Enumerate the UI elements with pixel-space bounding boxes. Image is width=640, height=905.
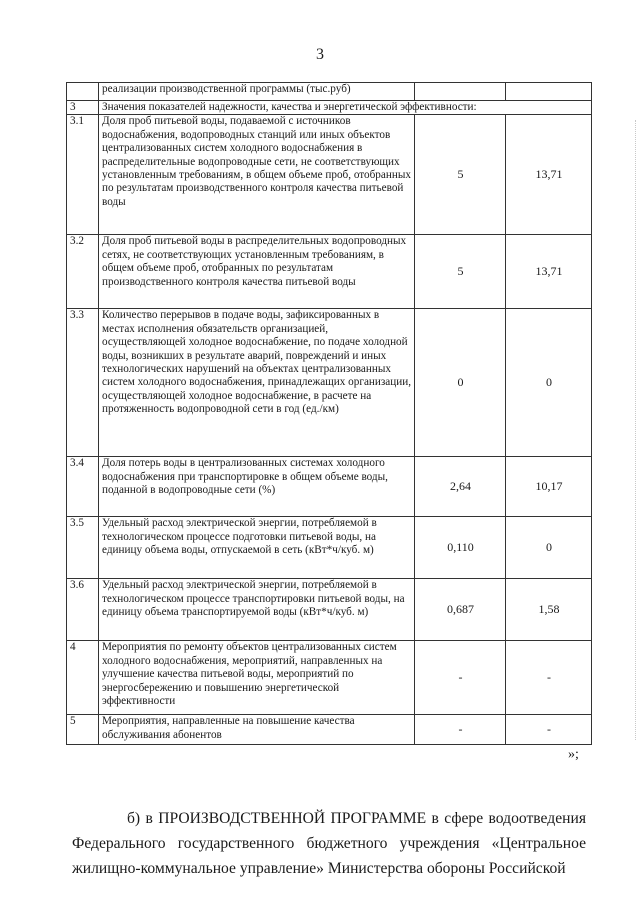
table-row: [67, 715, 592, 745]
indicator-value-2: 0: [506, 309, 592, 457]
indicator-value-2: 1,58: [506, 579, 592, 641]
row-number: 3.2: [67, 235, 99, 309]
table-row: [67, 235, 592, 309]
indicator-value-1: [415, 83, 506, 101]
indicator-value-2: [506, 83, 592, 101]
indicator-value-1: 5: [415, 235, 506, 309]
indicator-value-2: 10,17: [506, 457, 592, 517]
indicator-value-1: 0: [415, 309, 506, 457]
page-number: 3: [316, 46, 324, 63]
indicator-value-2: 0: [506, 517, 592, 579]
indicator-value-1: 0,687: [415, 579, 506, 641]
row-number: 3.5: [67, 517, 99, 579]
row-number: 3.6: [67, 579, 99, 641]
indicator-name: Мероприятия по ремонту объектов централизованных систем холодного водоснабжения, мероприятий, направленных на улучшение качества питьевой воды, мероприятий по энергосбережению и повышению энергетической эффективности: [99, 641, 415, 715]
indicator-name: Удельный расход электрической энергии, потребляемой в технологическом процессе транспортировки питьевой воды, на единицу объема транспортируемой воды (кВт*ч/куб. м): [99, 579, 415, 641]
row-number: [67, 83, 99, 101]
indicator-value-2: 13,71: [506, 235, 592, 309]
row-number: 4: [67, 641, 99, 715]
indicator-name: Мероприятия, направленные на повышение качества обслуживания абонентов: [99, 715, 415, 745]
row-number: 3.4: [67, 457, 99, 517]
section-title: Значения показателей надежности, качества и энергетической эффективности:: [99, 101, 592, 115]
indicator-name: Доля потерь воды в централизованных системах холодного водоснабжения при транспортировке в общем объеме воды, поданной в водопроводные сети (%): [99, 457, 415, 517]
table-row: [67, 579, 592, 641]
indicator-value-1: 0,110: [415, 517, 506, 579]
indicator-name: Доля проб питьевой воды в распределительных водопроводных сетях, не соответствующих установленным требованиям, в общем объеме проб, отобранных по результатам производственного контроля качества питьевой воды: [99, 235, 415, 309]
row-number: 5: [67, 715, 99, 745]
indicator-name: Количество перерывов в подаче воды, зафиксированных в местах исполнения обязательств организацией, осуществляющей холодное водоснабжение, по подаче холодной воды, возникших в результате аварий, повреждений и иных технологических нарушений на объектах централизованных систем холодного водоснабжения, принадлежащих организации, осуществляющей холодное водоснабжение, в расчете на протяженность водопроводной сети в год (ед./км): [99, 309, 415, 457]
scan-edge-artifact: [633, 120, 636, 740]
indicator-value-1: 2,64: [415, 457, 506, 517]
closing-quote: »;: [568, 747, 579, 762]
table-row: [67, 457, 592, 517]
indicator-value-2: -: [506, 715, 592, 745]
paragraph-b: б) в ПРОИЗВОДСТВЕННОЙ ПРОГРАММЕ в сфере водоотведения Федерального государственного бюджетного учреждения «Центральное жилищно-коммунальное управление» Министерства обороны Российской: [72, 809, 586, 877]
row-number: 3.3: [67, 309, 99, 457]
table-row: [67, 517, 592, 579]
indicator-name: Доля проб питьевой воды, подаваемой с источников водоснабжения, водопроводных станций или иных объектов централизованных систем холодного водоснабжения в распределительные водопроводные сети, не соответствующих установленным требованиям, в общем объеме проб, отобранных по результатам производственного контроля качества питьевой воды: [99, 115, 415, 235]
indicator-name: реализации производственной программы (тыс.руб): [99, 83, 415, 101]
table-row: [67, 83, 592, 101]
row-number: 3: [67, 101, 99, 115]
indicators-table: [66, 82, 592, 745]
table-row: [67, 641, 592, 715]
table-row: [67, 101, 592, 115]
indicator-value-2: 13,71: [506, 115, 592, 235]
indicator-value-1: -: [415, 641, 506, 715]
row-number: 3.1: [67, 115, 99, 235]
indicator-value-1: -: [415, 715, 506, 745]
table-row: [67, 115, 592, 235]
indicator-value-2: -: [506, 641, 592, 715]
indicator-name: Удельный расход электрической энергии, потребляемой в технологическом процессе подготовки питьевой воды, на единицу объема воды, отпускаемой в сеть (кВт*ч/куб. м): [99, 517, 415, 579]
indicator-value-1: 5: [415, 115, 506, 235]
table-row: [67, 309, 592, 457]
indicators-table-body: [67, 83, 592, 745]
